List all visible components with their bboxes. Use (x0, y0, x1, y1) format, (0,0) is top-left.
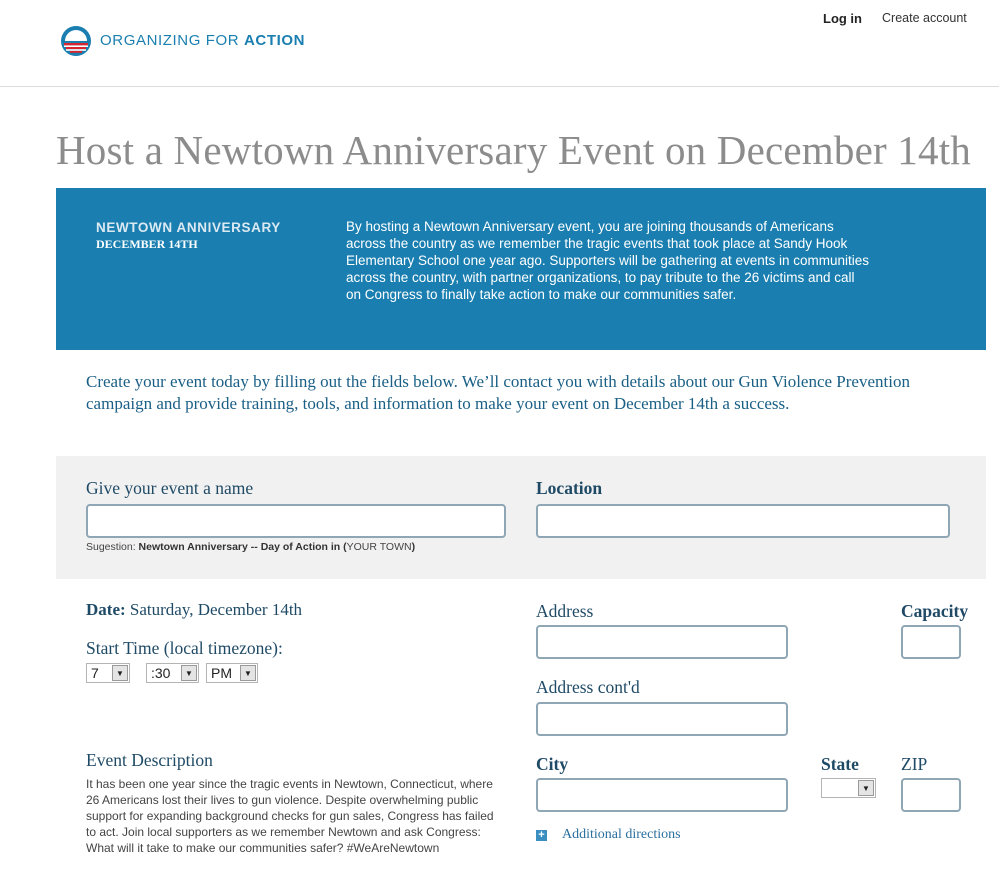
suggestion-part4: ( (340, 541, 347, 553)
login-link[interactable]: Log in (823, 11, 862, 26)
chevron-down-icon[interactable]: ▼ (240, 665, 256, 681)
suggestion-hint (86, 541, 415, 553)
address2-label: Address cont'd (536, 677, 640, 697)
date-label: Date: (86, 600, 126, 619)
banner-body: By hosting a Newtown Anniversary event, you are joining thousands of Americans across the country as we remember the tragic events that took place at Sandy Hook Elementary School one year ago. Supporters will be gathering at events in communities across the country, with partner organizations, to pay tribute to the 26 victims and call on Congress to finally take action to make our communities safer. (346, 219, 870, 302)
address-label: Address (536, 601, 594, 621)
zip-input[interactable] (901, 778, 961, 812)
logo-bold: ACTION (244, 32, 306, 49)
event-name-input[interactable] (86, 504, 506, 538)
logo-prefix: ORGANIZING FOR (100, 32, 244, 49)
zip-label: ZIP (901, 754, 928, 774)
suggestion-part5: YOUR TOWN (346, 541, 412, 553)
page-title: Host a Newtown Anniversary Event on December 14th (56, 127, 971, 173)
hour-value: 7 (91, 665, 99, 681)
suggestion-part3: Day of Action in (260, 541, 341, 553)
logo-wordmark (100, 32, 305, 49)
ampm-value: PM (211, 665, 232, 681)
hour-select[interactable] (86, 663, 130, 683)
address-input[interactable] (536, 625, 788, 659)
state-label: State (821, 754, 859, 774)
city-label: City (536, 754, 569, 774)
intro-text: Create your event today by filling out the fields below. We’ll contact you with details about our Gun Violence Prevention campaign and provide training, tools, and information to make your event on December 14th a success. (86, 372, 910, 413)
suggestion-part2: -- (247, 541, 261, 553)
chevron-down-icon[interactable]: ▼ (181, 665, 197, 681)
address2-input[interactable] (536, 702, 788, 736)
ofa-logo-icon (61, 26, 91, 56)
ampm-select[interactable] (206, 663, 258, 683)
location-label: Location (536, 478, 603, 498)
plus-icon[interactable]: + (536, 830, 547, 841)
date-value: Saturday, December 14th (125, 600, 303, 619)
minute-value: :30 (151, 665, 171, 681)
suggestion-part1: Newtown Anniversary (138, 541, 248, 553)
site-header (0, 0, 999, 87)
event-description-text: It has been one year since the tragic events in Newtown, Connecticut, where 26 Americans lost their lives to gun violence. Despite overwhelming public support for expanding background checks for gun sales, Congress has failed to act. Join local supporters as we remember Newtown and ask Congress: What will it take to make our communities safer? #WeAreNewtown (86, 777, 494, 855)
location-input[interactable] (536, 504, 950, 538)
state-select[interactable] (821, 778, 876, 798)
suggestion-prefix: Sugestion: (86, 541, 139, 553)
additional-directions-link[interactable]: Additional directions (562, 827, 681, 842)
event-name-label: Give your event a name (86, 478, 254, 498)
city-input[interactable] (536, 778, 788, 812)
info-banner (56, 188, 986, 350)
start-time-label: Start Time (local timezone): (86, 638, 283, 658)
create-account-link[interactable]: Create account (882, 11, 967, 25)
capacity-label: Capacity (901, 601, 969, 621)
chevron-down-icon[interactable]: ▼ (858, 780, 874, 796)
chevron-down-icon[interactable]: ▼ (112, 665, 128, 681)
banner-title: NEWTOWN ANNIVERSARY (96, 220, 281, 235)
event-description-label: Event Description (86, 750, 213, 770)
minute-select[interactable] (146, 663, 199, 683)
event-date (86, 600, 302, 620)
banner-subtitle: DECEMBER 14TH (96, 237, 198, 251)
suggestion-part6: ) (411, 541, 416, 553)
capacity-input[interactable] (901, 625, 961, 659)
ofa-logo[interactable] (61, 26, 321, 56)
